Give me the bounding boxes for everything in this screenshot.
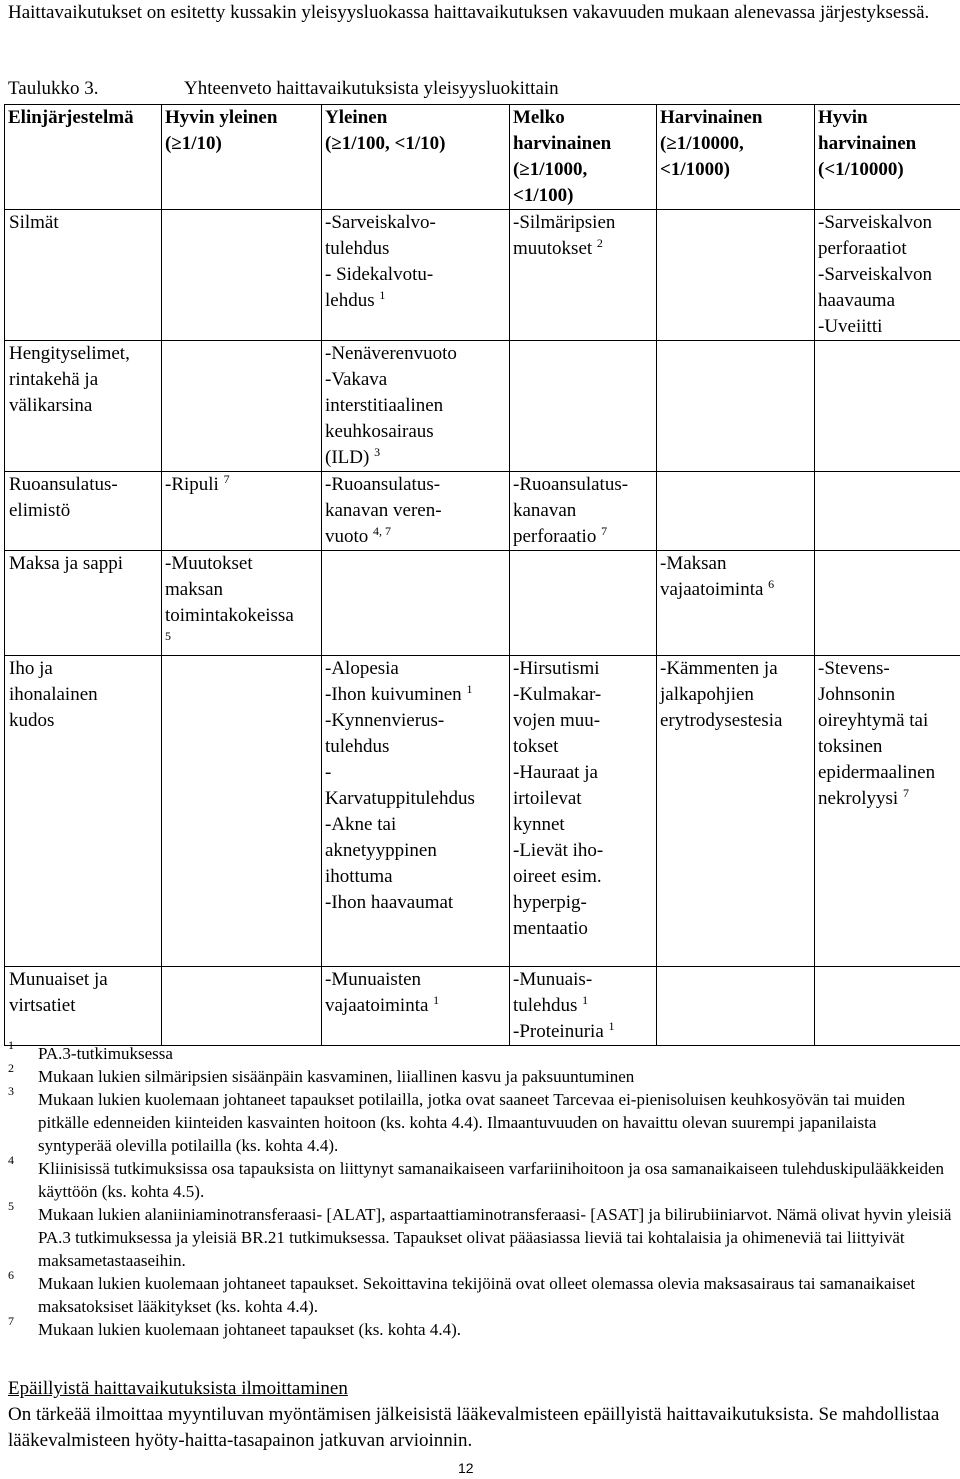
- cell-line: Harvinainen: [660, 107, 763, 128]
- footnotes: [8, 1038, 953, 1341]
- cell-line: perforaatiot: [818, 238, 907, 259]
- frequency-cell: [815, 656, 960, 967]
- cell-line: <1/1000): [660, 159, 730, 180]
- footnote: [8, 1199, 953, 1272]
- footnote-ref: 1: [379, 288, 386, 302]
- footnote-text: Mukaan lukien kuolemaan johtaneet tapaukset (ks. kohta 4.4).: [38, 1320, 461, 1339]
- footnote: [8, 1061, 953, 1088]
- cell-line: hyperpig-: [513, 892, 587, 913]
- cell-line: -Ruoansulatus-: [325, 474, 441, 495]
- cell-line: elimistö: [9, 500, 71, 521]
- table-row: [5, 472, 960, 551]
- cell-line: vojen muu-: [513, 710, 601, 731]
- frequency-cell: [510, 551, 657, 656]
- cell-line: mentaatio: [513, 918, 588, 939]
- cell-line: toimintakokeissa: [165, 605, 294, 626]
- cell-line: Maksa ja sappi: [9, 553, 123, 574]
- footnote-ref: 1: [466, 682, 473, 696]
- cell-text: tulehdus: [513, 995, 583, 1016]
- cell-text: vajaatoiminta: [660, 579, 769, 600]
- cell-line: jalkapohjien: [660, 684, 754, 705]
- footnote-text: Mukaan lukien alaniiniaminotransferaasi- [ALAT], aspartaattiaminotransferaasi- [ASAT] ja bilirubiiniarvot. Nämä olivat hyvin yleisiä PA.3 tutkimuksessa ja yleisiä BR.21 tutkimuksessa. Tapaukset olivat pääasiassa lieviä tai kohtalaisia ja ohimeneviä tai liittyivät maksametastaaseihin.: [38, 1205, 952, 1270]
- footnote-number: 1: [8, 1038, 14, 1052]
- cell-line: -Muutokset: [165, 553, 253, 574]
- footnote-text: Kliinisissä tutkimuksissa osa tapauksista on liittynyt samanaikaiseen varfariinihoitoon ja osa samanaikaiseen tulehduskipulääkkeiden käyttöön (ks. kohta 4.5).: [38, 1159, 945, 1201]
- cell-line: -Sarveiskalvon: [818, 264, 932, 285]
- cell-line: -Hauraat ja: [513, 762, 598, 783]
- cell-line: -Kynnenvierus-: [325, 710, 445, 731]
- table-header-row: [5, 105, 960, 210]
- cell-line: Karvatuppitulehdus: [325, 788, 475, 809]
- cell-line: [325, 288, 509, 314]
- organ-system-cell: [5, 656, 162, 967]
- table-caption-label: Taulukko 3.: [8, 78, 99, 99]
- cell-line: <1/100): [513, 185, 574, 206]
- cell-line: virtsatiet: [9, 995, 76, 1016]
- cell-line: -Sarveiskalvon: [818, 212, 932, 233]
- header-system: [5, 105, 162, 210]
- footnote-ref: 4, 7: [373, 524, 392, 538]
- cell-line: [513, 236, 656, 262]
- cell-line: rintakehä ja: [9, 369, 99, 390]
- cell-line: [513, 993, 656, 1019]
- cell-line: [325, 445, 509, 471]
- table-caption-title: Yhteenveto haittavaikutuksista yleisyysluokittain: [184, 78, 559, 99]
- frequency-cell: [815, 551, 960, 656]
- frequency-cell: [162, 656, 322, 967]
- cell-text: vuoto: [325, 526, 374, 547]
- cell-line: (<1/10000): [818, 159, 904, 180]
- table-row: [5, 656, 960, 967]
- cell-line: oireet esim.: [513, 866, 602, 887]
- footnote-ref: 7: [902, 786, 909, 800]
- cell-line: keuhkosairaus: [325, 421, 434, 442]
- footnote: [8, 1314, 953, 1341]
- frequency-cell: [510, 210, 657, 341]
- cell-line: -Ruoansulatus-: [513, 474, 629, 495]
- cell-line: ihottuma: [325, 866, 393, 887]
- cell-text: (ILD): [325, 447, 375, 468]
- table-row: [5, 967, 960, 1046]
- table-row: [5, 341, 960, 472]
- cell-line: irtoilevat: [513, 788, 582, 809]
- organ-system-cell: [5, 967, 162, 1046]
- cell-line: toksinen: [818, 736, 883, 757]
- footnote: [8, 1153, 953, 1203]
- footnote-ref: 7: [223, 472, 230, 486]
- cell-line: (≥1/100, <1/10): [325, 133, 446, 154]
- frequency-cell: [322, 967, 510, 1046]
- cell-line: [325, 682, 509, 708]
- organ-system-cell: [5, 551, 162, 656]
- frequency-cell: [815, 210, 960, 341]
- reporting-text: On tärkeää ilmoittaa myyntiluvan myöntämisen jälkeisistä lääkevalmisteen epäillyistä haittavaikutuksista. Se mahdollistaa lääkevalmisteen hyöty-haitta-tasapainon jatkuvan arvioinnin.: [8, 1404, 940, 1451]
- cell-line: [818, 786, 960, 812]
- cell-line: -Stevens-: [818, 658, 890, 679]
- cell-line: erytrodysestesia: [660, 710, 783, 731]
- cell-line: -Vakava: [325, 369, 388, 390]
- footnote-text: PA.3-tutkimuksessa: [38, 1044, 173, 1063]
- cell-line: kanavan veren-: [325, 500, 442, 521]
- frequency-cell: [510, 967, 657, 1046]
- cell-line: Elinjärjestelmä: [8, 107, 134, 128]
- frequency-cell: [322, 551, 510, 656]
- cell-text: muutokset: [513, 238, 597, 259]
- cell-line: Silmät: [9, 212, 59, 233]
- cell-line: [660, 577, 814, 603]
- cell-line: [325, 993, 509, 1019]
- frequency-cell: [162, 341, 322, 472]
- cell-line: -Akne tai: [325, 814, 397, 835]
- frequency-cell: [657, 967, 815, 1046]
- organ-system-cell: [5, 341, 162, 472]
- cell-line: (≥1/10): [165, 133, 222, 154]
- frequency-cell: [322, 341, 510, 472]
- table-row: [5, 210, 960, 341]
- cell-line: [513, 524, 656, 550]
- cell-line: kynnet: [513, 814, 565, 835]
- cell-line: -Hirsutismi: [513, 658, 600, 679]
- cell-line: [165, 629, 321, 655]
- frequency-cell: [162, 210, 322, 341]
- footnote-ref: 5: [165, 629, 171, 643]
- footnote-number: 4: [8, 1153, 14, 1167]
- cell-line: tulehdus: [325, 736, 390, 757]
- cell-line: epidermaalinen: [818, 762, 936, 783]
- cell-line: harvinainen: [513, 133, 612, 154]
- cell-line: tokset: [513, 736, 559, 757]
- header-rare: [657, 105, 815, 210]
- cell-line: -: [325, 762, 332, 783]
- frequency-cell: [322, 472, 510, 551]
- frequency-cell: [322, 210, 510, 341]
- cell-line: -Nenäverenvuoto: [325, 343, 457, 364]
- cell-line: Johnsonin: [818, 684, 896, 705]
- footnote-ref: 1: [608, 1019, 615, 1033]
- cell-line: välikarsina: [9, 395, 93, 416]
- frequency-cell: [510, 341, 657, 472]
- header-common: [322, 105, 510, 210]
- frequency-cell: [510, 472, 657, 551]
- cell-line: Hyvin yleinen: [165, 107, 278, 128]
- cell-line: tulehdus: [325, 238, 390, 259]
- footnote-ref: 2: [596, 236, 603, 250]
- cell-line: haavauma: [818, 290, 896, 311]
- table-row: [5, 551, 960, 656]
- cell-line: Yleinen: [325, 107, 388, 128]
- footnote-ref: 1: [582, 993, 589, 1007]
- header-uncommon: [510, 105, 657, 210]
- frequency-cell: [657, 472, 815, 551]
- cell-line: -Kulmakar-: [513, 684, 602, 705]
- frequency-cell: [162, 967, 322, 1046]
- cell-line: Hyvin: [818, 107, 868, 128]
- cell-line: -Uveiitti: [818, 316, 883, 337]
- footnote-ref: 3: [374, 445, 381, 459]
- cell-line: -Maksan: [660, 553, 727, 574]
- footnote: [8, 1268, 953, 1318]
- adverse-effects-table: [4, 104, 960, 1046]
- footnote-ref: 1: [433, 993, 440, 1007]
- footnote-text: Mukaan lukien kuolemaan johtaneet tapaukset potilailla, jotka ovat saaneet Tarcevaa ei-pienisoluisen keuhkosyövän tai muiden pitkälle edenneiden kiinteiden kasvainten hoitoon (ks. kohta 4.4). Ilmaantuvuuden on havaittu olevan suurempi japanilaista syntyperää olevilla potilailla (ks. kohta 4.4).: [38, 1090, 906, 1155]
- frequency-cell: [657, 656, 815, 967]
- cell-line: Ruoansulatus-: [9, 474, 118, 495]
- cell-line: Iho ja: [9, 658, 53, 679]
- cell-text: perforaatio: [513, 526, 602, 547]
- cell-line: [325, 524, 509, 550]
- footnote: [8, 1038, 953, 1065]
- intro-paragraph: Haittavaikutukset on esitetty kussakin yleisyysluokassa haittavaikutuksen vakavuuden mukaan alenevassa järjestyksessä.: [8, 2, 930, 23]
- cell-line: [165, 472, 321, 498]
- cell-text: -Ihon kuivuminen: [325, 684, 467, 705]
- footnote-ref: 7: [601, 524, 608, 538]
- frequency-cell: [657, 551, 815, 656]
- cell-line: Munuaiset ja: [9, 969, 108, 990]
- header-very-common: [162, 105, 322, 210]
- cell-line: maksan: [165, 579, 224, 600]
- cell-line: aknetyyppinen: [325, 840, 437, 861]
- table-caption: [8, 77, 559, 101]
- frequency-cell: [162, 472, 322, 551]
- cell-line: -Sarveiskalvo-: [325, 212, 436, 233]
- cell-line: interstitiaalinen: [325, 395, 444, 416]
- cell-line: -Munuais-: [513, 969, 593, 990]
- frequency-cell: [815, 472, 960, 551]
- reporting-heading: Epäillyistä haittavaikutuksista ilmoittaminen: [8, 1378, 348, 1399]
- cell-line: Melko: [513, 107, 565, 128]
- cell-line: -Kämmenten ja: [660, 658, 778, 679]
- footnote-number: 6: [8, 1268, 14, 1282]
- cell-line: Hengityselimet,: [9, 343, 130, 364]
- cell-text: vajaatoiminta: [325, 995, 434, 1016]
- footnote: [8, 1084, 953, 1157]
- cell-line: (≥1/10000,: [660, 133, 744, 154]
- cell-text: -Ripuli: [165, 474, 224, 495]
- cell-line: -Alopesia: [325, 658, 399, 679]
- cell-line: -Munuaisten: [325, 969, 422, 990]
- footnote-number: 2: [8, 1061, 14, 1075]
- footnote-number: 5: [8, 1199, 14, 1213]
- cell-line: kudos: [9, 710, 55, 731]
- cell-text: -Proteinuria: [513, 1021, 609, 1042]
- frequency-cell: [815, 967, 960, 1046]
- cell-line: - Sidekalvotu-: [325, 264, 434, 285]
- frequency-cell: [657, 341, 815, 472]
- frequency-cell: [322, 656, 510, 967]
- frequency-cell: [657, 210, 815, 341]
- footnote-ref: 6: [768, 577, 775, 591]
- footnote-number: 7: [8, 1314, 14, 1328]
- frequency-cell: [510, 656, 657, 967]
- cell-line: oireyhtymä tai: [818, 710, 929, 731]
- page-number: 12: [458, 1460, 474, 1476]
- cell-line: (≥1/1000,: [513, 159, 588, 180]
- cell-line: harvinainen: [818, 133, 917, 154]
- frequency-cell: [162, 551, 322, 656]
- cell-line: -Silmäripsien: [513, 212, 616, 233]
- cell-text: lehdus: [325, 290, 380, 311]
- footnote-number: 3: [8, 1084, 14, 1098]
- cell-line: ihonalainen: [9, 684, 98, 705]
- cell-text: nekrolyysi: [818, 788, 903, 809]
- cell-line: -Ihon haavaumat: [325, 892, 454, 913]
- organ-system-cell: [5, 210, 162, 341]
- cell-line: -Lievät iho-: [513, 840, 604, 861]
- footnote-text: Mukaan lukien kuolemaan johtaneet tapaukset. Sekoittavina tekijöinä ovat olleet olemassa olevia maksasairaus tai samanaikaiset maksatoksiset lääkitykset (ks. kohta 4.4).: [38, 1274, 916, 1316]
- frequency-cell: [815, 341, 960, 472]
- header-very-rare: [815, 105, 960, 210]
- organ-system-cell: [5, 472, 162, 551]
- footnote-text: Mukaan lukien silmäripsien sisäänpäin kasvaminen, liiallinen kasvu ja paksuuntuminen: [38, 1067, 635, 1086]
- cell-line: kanavan: [513, 500, 577, 521]
